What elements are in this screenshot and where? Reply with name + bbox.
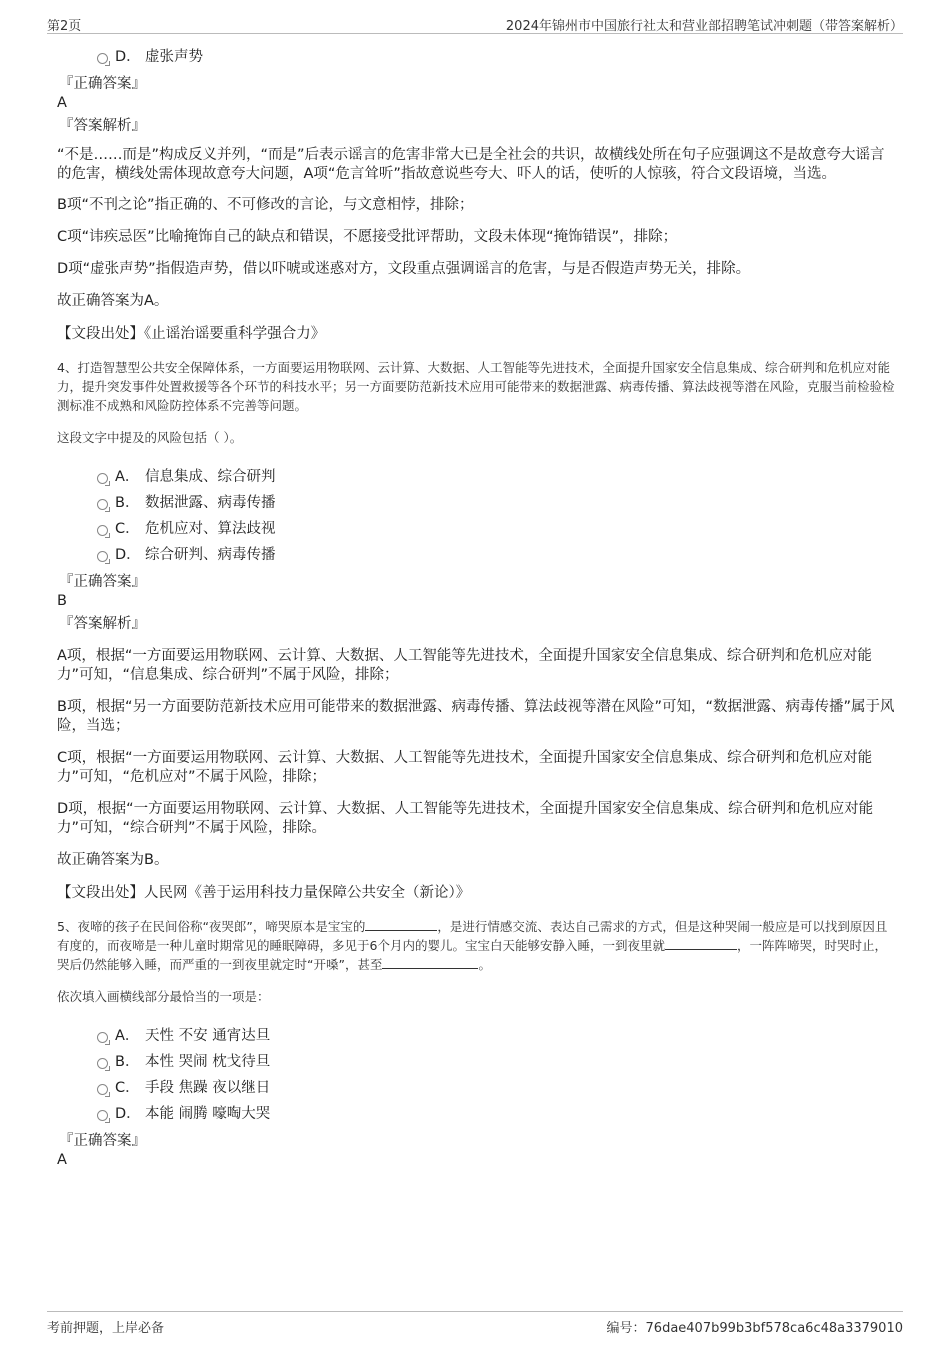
radio-icon[interactable] [97,1084,108,1095]
correct-answer-value: B [57,593,67,609]
option-d[interactable]: D． 虚张声势 [57,44,897,70]
page-footer [47,1311,903,1336]
analysis-paragraph: B项“不刊之论”指正确的、不可修改的言论，与文意相悖，排除； [57,197,474,213]
radio-icon[interactable] [97,1110,108,1121]
question-stem: 4、打造智慧型公共安全保障体系，一方面要运用物联网、云计算、大数据、人工智能等先进技术，全面提升国家安全信息集成、综合研判和危机应对能力，提升突发事件处置救援等各个环节的科技水平；另一方面要防范新技术应用可能带来的数据泄露、病毒传播、算法歧视等潜在风险，克服当前检验检测标准不成熟和风险防控体系不完善等问题。 [57,360,895,413]
option-c[interactable]: C． 危机应对、算法歧视 [57,516,897,542]
analysis-paragraph: B项，根据“另一方面要防范新技术应用可能带来的数据泄露、病毒传播、算法歧视等潜在风险”可知，“数据泄露、病毒传播”属于风险，当选； [57,699,895,734]
page-number: 第2页 [47,19,82,34]
question-prompt: 这段文字中提及的风险包括（ ）。 [57,430,243,445]
options-list [57,464,897,568]
option-d[interactable]: D． 综合研判、病毒传播 [57,542,897,568]
analysis-label: 『答案解析』 [59,616,146,632]
analysis-paragraph: A项，根据“一方面要运用物联网、云计算、大数据、人工智能等先进技术，全面提升国家安全信息集成、综合研判和危机应对能力”可知，“信息集成、综合研判”不属于风险，排除； [57,648,872,683]
analysis-conclusion: 故正确答案为B。 [57,852,169,868]
radio-icon[interactable] [97,473,108,484]
option-a[interactable]: A． 天性 不安 通宵达旦 [57,1023,897,1049]
radio-icon[interactable] [97,551,108,562]
radio-icon[interactable] [97,1032,108,1043]
correct-answer-label: 『正确答案』 [59,1133,146,1149]
fill-blank [382,955,478,969]
question-prompt: 依次填入画横线部分最恰当的一项是： [57,989,270,1004]
document-code: 编号：76dae407b99b3bf578ca6c48a3379010 [606,1321,903,1336]
correct-answer-label: 『正确答案』 [59,76,146,92]
analysis-paragraph: “不是……而是”构成反义并列，“而是”后表示谣言的危害非常大已是全社会的共识，故横线处所在句子应强调这不是故意夸大谣言的危害，横线处需体现故意夸大问题，A项“危言耸听”指故意说些夸大、吓人的话，使听的人惊骇，符合文段语境，当选。 [57,147,885,182]
radio-icon[interactable] [97,525,108,536]
correct-answer-value: A [57,1152,67,1168]
radio-icon[interactable] [97,53,108,64]
document-title: 2024年锦州市中国旅行社太和营业部招聘笔试冲刺题（带答案解析） [505,19,903,34]
radio-icon[interactable] [97,499,108,510]
correct-answer-label: 『正确答案』 [59,574,146,590]
footer-slogan: 考前押题，上岸必备 [47,1321,165,1336]
option-d[interactable]: D． 本能 闹腾 嚎啕大哭 [57,1101,897,1127]
passage-source: 【文段出处】《止谣治谣要重科学强合力》 [57,326,326,342]
document-body [57,44,897,1169]
fill-blank [365,917,437,931]
analysis-paragraph: D项“虚张声势”指假造声势，借以吓唬或迷惑对方，文段重点强调谣言的危害，与是否假造声势无关，排除。 [57,261,751,277]
analysis-paragraph: D项，根据“一方面要运用物联网、云计算、大数据、人工智能等先进技术，全面提升国家安全信息集成、综合研判和危机应对能力”可知，“综合研判”不属于风险，排除。 [57,801,874,836]
option-c[interactable]: C． 手段 焦躁 夜以继日 [57,1075,897,1101]
correct-answer-value: A [57,95,67,111]
option-b[interactable]: B． 数据泄露、病毒传播 [57,490,897,516]
analysis-paragraph: C项，根据“一方面要运用物联网、云计算、大数据、人工智能等先进技术，全面提升国家安全信息集成、综合研判和危机应对能力”可知，“危机应对”不属于风险，排除； [57,750,873,785]
options-list [57,1023,897,1127]
analysis-label: 『答案解析』 [59,118,146,134]
analysis-paragraph: C项“讳疾忌医”比喻掩饰自己的缺点和错误，不愿接受批评帮助，文段未体现“掩饰错误”，排除； [57,229,678,245]
analysis-conclusion: 故正确答案为A。 [57,293,169,309]
fill-blank [665,936,737,950]
question-stem: 5、夜啼的孩子在民间俗称“夜哭郎”，啼哭原本是宝宝的 ，是进行情感交流、表达自己需求的方式，但是这种哭闹一般应是可以找到原因且有度的，而夜啼是一种儿童时期常见的睡眠障碍，多见于6个月内的婴儿。宝宝白天能够安静入睡，一到夜里就 ，一阵阵啼哭，时哭时止，哭后仍然能够入睡，而严重的一到夜里就定时“开嗓”，甚至 。 [57,919,888,972]
page-header [47,13,903,34]
radio-icon[interactable] [97,1058,108,1069]
option-a[interactable]: A． 信息集成、综合研判 [57,464,897,490]
option-b[interactable]: B． 本性 哭闹 枕戈待旦 [57,1049,897,1075]
passage-source: 【文段出处】人民网《善于运用科技力量保障公共安全（新论）》 [57,885,471,901]
